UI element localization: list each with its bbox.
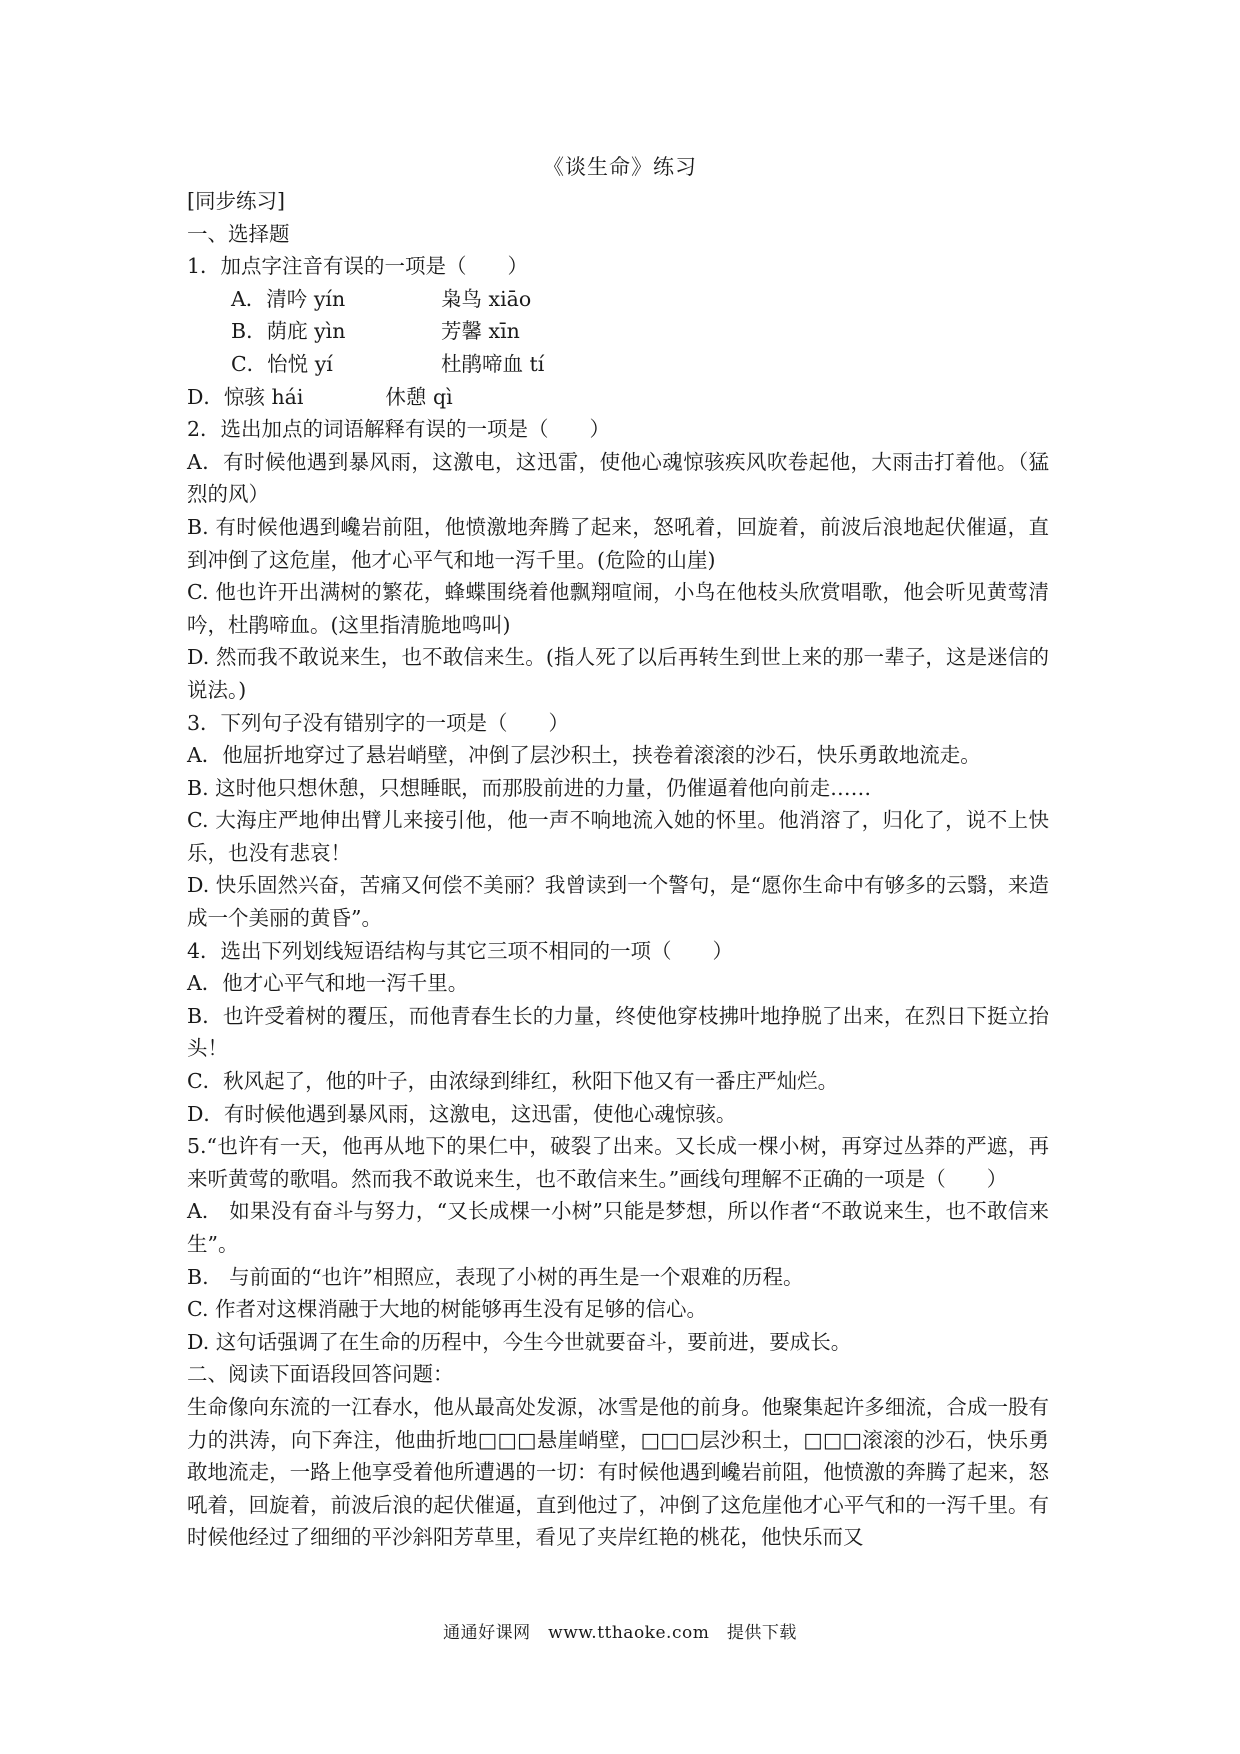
q3-option-b: B. 这时他只想休憩，只想睡眠，而那股前进的力量，仍催逼着他向前走…… (187, 775, 872, 800)
q1-option-c-left: C．怡悦 yí (231, 351, 333, 376)
q3-option-a: A．他屈折地穿过了悬岩峭壁，冲倒了层沙积土，挟卷着滚滚的沙石，快乐勇敢地流走。 (187, 743, 981, 768)
q1-option-c-right: 杜鹃啼血 tí (441, 351, 545, 376)
q1-option-a (187, 283, 1049, 316)
q4-option-b: B．也许受着树的覆压，而他青春生长的力量，终使他穿枝拂叶地挣脱了出来，在烈日下挺立抬头！ (187, 1003, 1049, 1061)
page-footer: 通通好课网 www.tthaoke.com 提供下载 (443, 1623, 797, 1643)
q1-stem: 1．加点字注音有误的一项是（ ） (187, 254, 529, 279)
q2-option-b: B. 有时候他遇到巉岩前阻，他愤激地奔腾了起来，怒吼着，回旋着，前波后浪地起伏催逼，直到冲倒了这危崖，他才心平气和地一泻千里。(危险的山崖) (187, 514, 1049, 572)
q1-option-b (187, 315, 1049, 348)
q5-option-a: A. 如果没有奋斗与努力，“又长成棵一小树”只能是梦想，所以作者“不敢说来生，也不敢信来生”。 (187, 1199, 1049, 1256)
q3-option-c: C. 大海庄严地伸出臂儿来接引他，他一声不响地流入她的怀里。他消溶了，归化了，说不上快乐，也没有悲哀！ (187, 808, 1049, 865)
q2-option-d: D. 然而我不敢说来生，也不敢信来生。(指人死了以后再转生到世上来的那一辈子，这是迷信的说法。) (187, 645, 1049, 702)
q5-option-b: B. 与前面的“也许”相照应，表现了小树的再生是一个艰难的历程。 (187, 1264, 804, 1289)
q1-option-d: D．惊骇 hái 休憩 qì (187, 384, 453, 409)
part2-heading: 二、阅读下面语段回答问题： (187, 1362, 454, 1387)
part1-heading: 一、选择题 (187, 221, 290, 246)
q4-stem: 4．选出下列划线短语结构与其它三项不相同的一项（ ） (187, 938, 734, 963)
q4-option-d: D．有时候他遇到暴风雨，这激电，这迅雷，使他心魂惊骇。 (187, 1101, 737, 1126)
q2-stem: 2．选出加点的词语解释有误的一项是（ ） (187, 417, 611, 442)
q1-option-a-right: 枭鸟 xiāo (441, 286, 532, 311)
q4-option-c: C．秋风起了，他的叶子，由浓绿到绯红，秋阳下他又有一番庄严灿烂。 (187, 1069, 839, 1094)
q1-option-b-left: B．荫庇 yìn (231, 319, 346, 344)
q1-option-a-left: A．清吟 yín (231, 286, 346, 311)
q4-option-a: A．他才心平气和地一泻千里。 (187, 971, 469, 996)
q3-stem: 3．下列句子没有错别字的一项是（ ） (187, 710, 570, 735)
reading-passage: 生命像向东流的一江春水，他从最高处发源，冰雪是他的前身。他聚集起许多细流，合成一股有力的洪涛，向下奔注，他曲折地□□□悬崖峭壁，□□□层沙积土，□□□滚滚的沙石，快乐勇敢地流走，一路上他享受着他所遭遇的一切：有时候他遇到巉岩前阻，他愤激的奔腾了起来，怒吼着，回旋着，前波后浪的起伏催逼，直到他过了，冲倒了这危崖他才心平气和的一泻千里。有时候他经过了细细的平沙斜阳芳草里，看见了夹岸红艳的桃花，他快乐而又 (187, 1394, 1049, 1550)
q3-option-d: D. 快乐固然兴奋，苦痛又何偿不美丽？我曾读到一个警句，是“愿你生命中有够多的云翳，来造成一个美丽的黄昏”。 (187, 873, 1049, 931)
q1-option-b-right: 芳馨 xīn (441, 319, 520, 344)
document-body (187, 185, 1049, 1554)
q2-option-c: C. 他也许开出满树的繁花，蜂蝶围绕着他飘翔喧闹，小鸟在他枝头欣赏唱歌，他会听见黄莺清吟，杜鹃啼血。(这里指清脆地鸣叫) (187, 580, 1049, 637)
q5-option-d: D. 这句话强调了在生命的历程中，今生今世就要奋斗，要前进，要成长。 (187, 1329, 852, 1354)
q5-option-c: C. 作者对这棵消融于大地的树能够再生没有足够的信心。 (187, 1297, 707, 1322)
q1-option-c (187, 348, 1049, 381)
q5-stem: 5.“也许有一天，他再从地下的果仁中，破裂了出来。又长成一棵小树，再穿过丛莽的严遮，再来听黄莺的歌唱。然而我不敢说来生，也不敢信来生。”画线句理解不正确的一项是（ ） (187, 1134, 1049, 1191)
document-title: 《谈生命》练习 (543, 155, 697, 179)
q2-option-a: A．有时候他遇到暴风雨，这激电，这迅雷，使他心魂惊骇疾风吹卷起他，大雨击打着他。（猛烈的风） (187, 449, 1049, 507)
section-label: [同步练习] (187, 189, 285, 213)
